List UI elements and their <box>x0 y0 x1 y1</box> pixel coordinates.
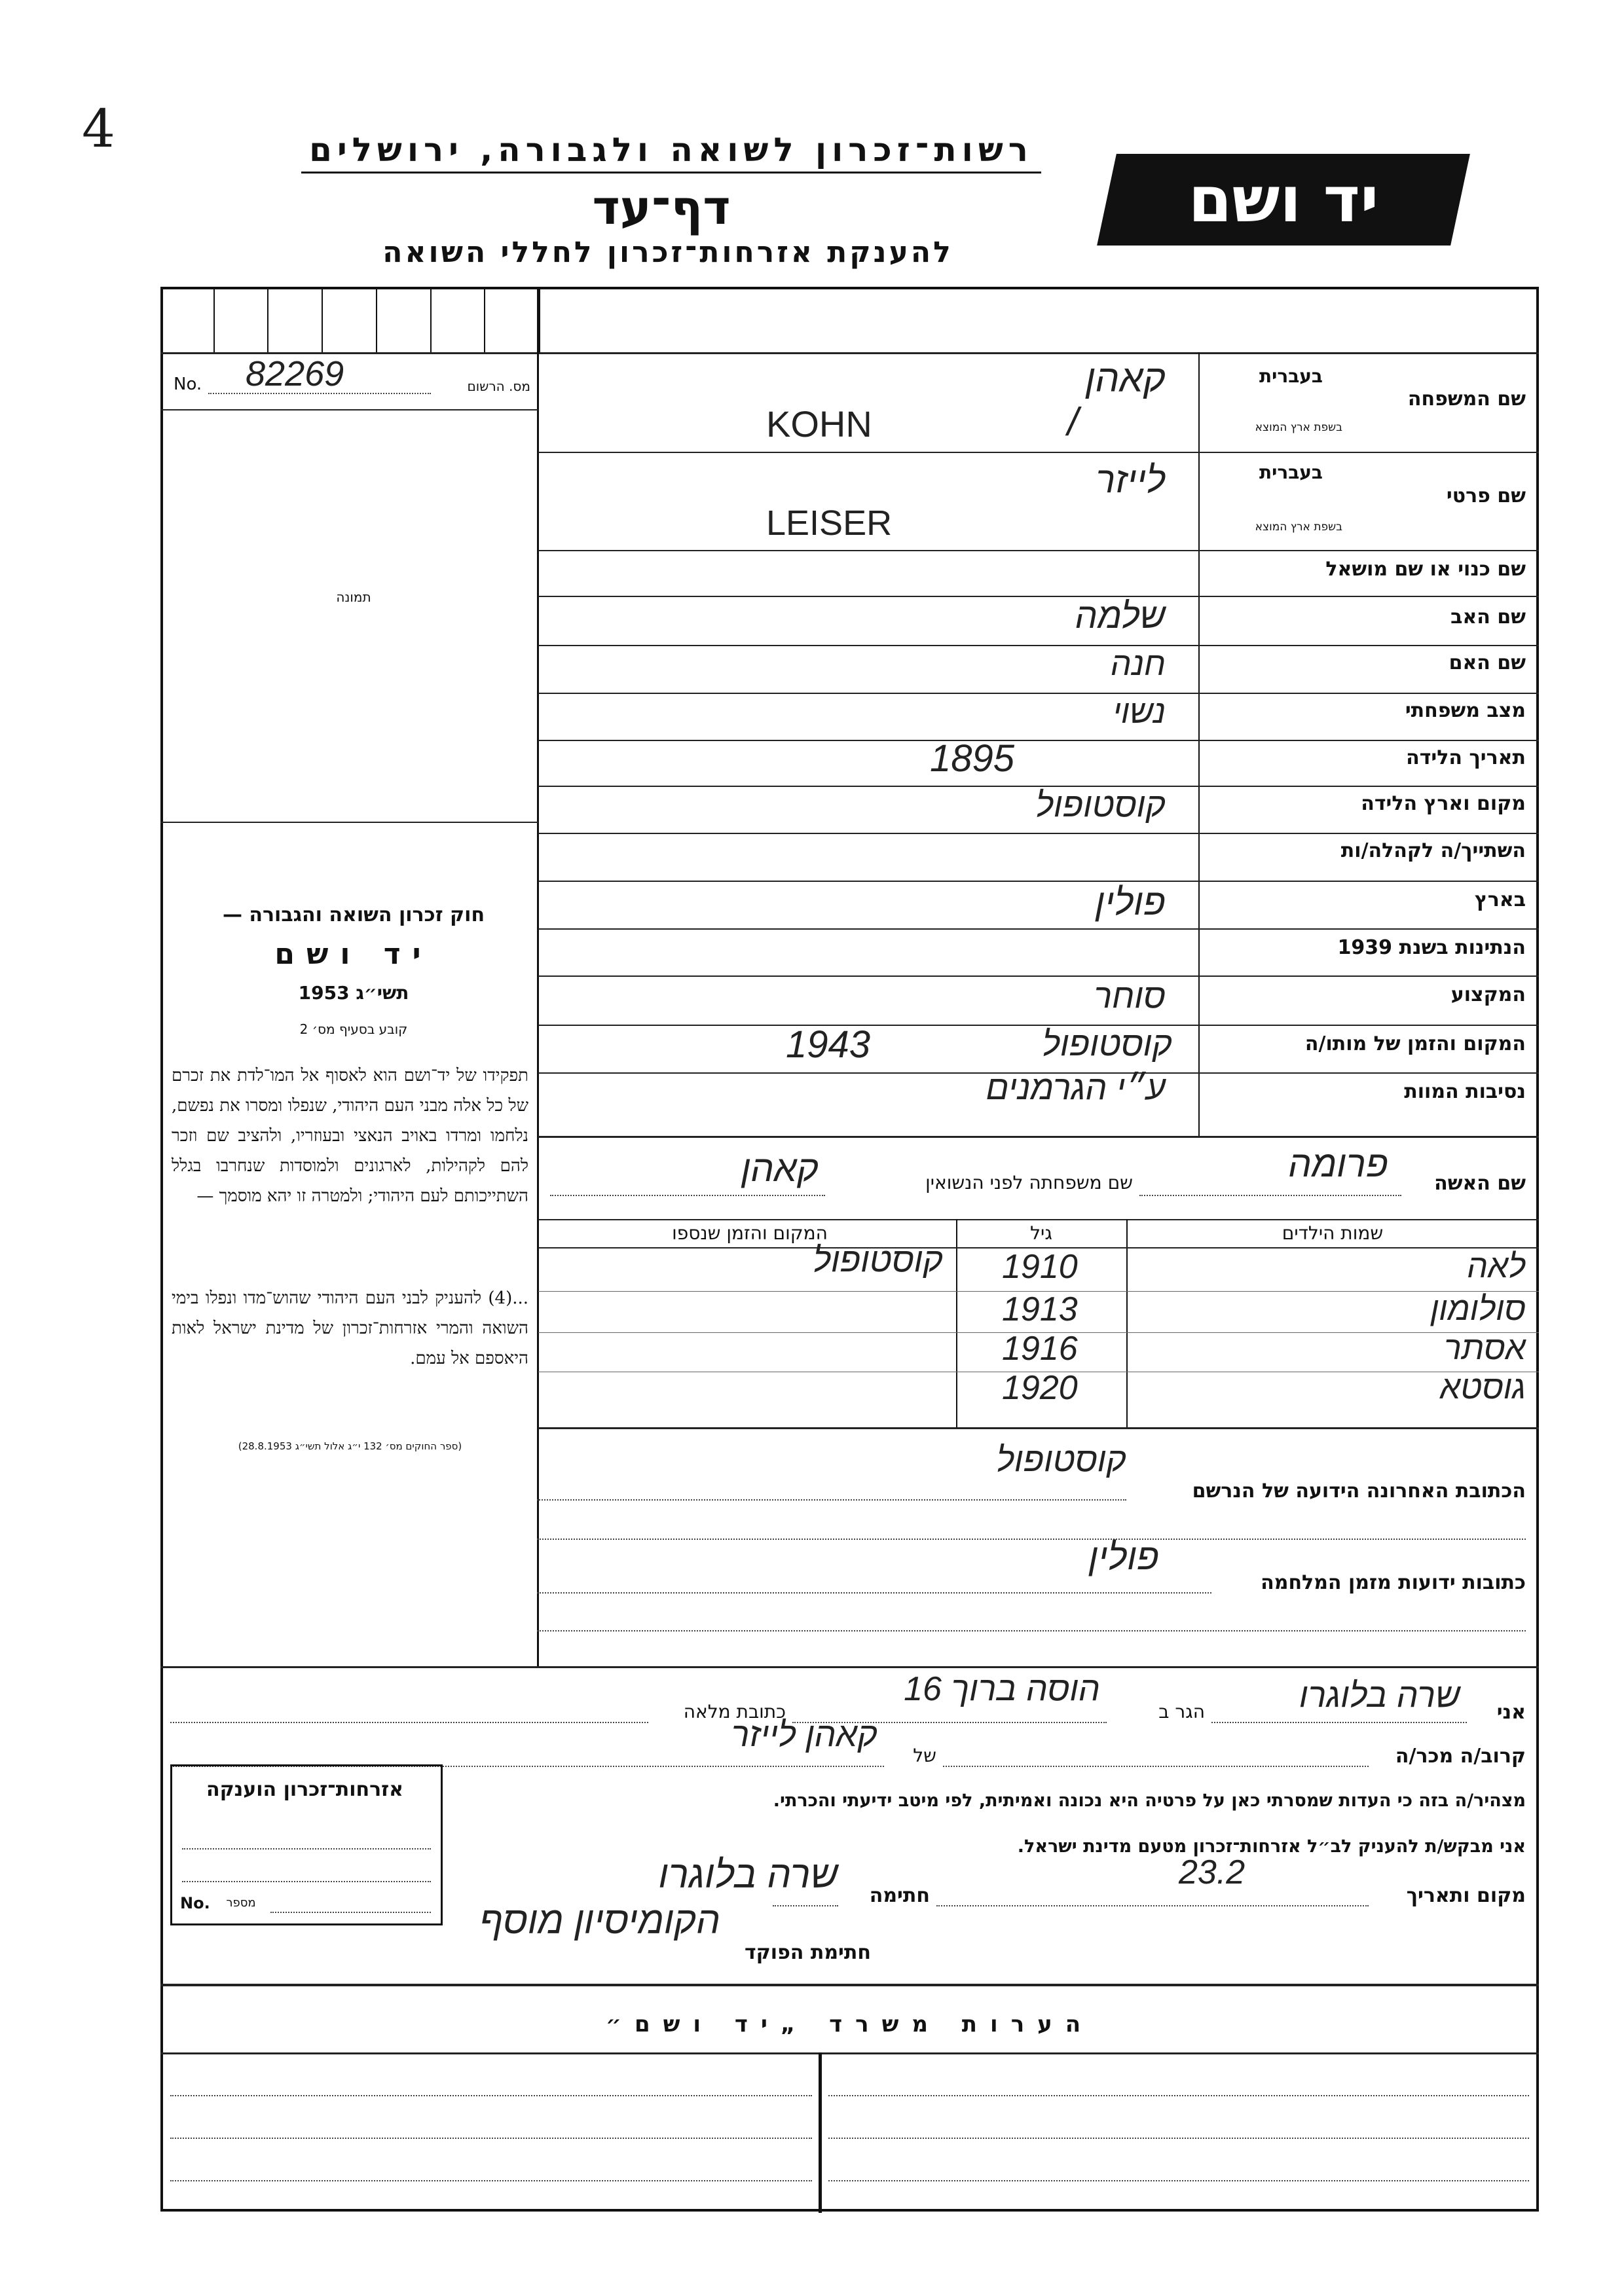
registration-number: 82269 <box>246 354 344 393</box>
child-4-name: גוסטא <box>1440 1369 1526 1406</box>
place-date-label: מקום ותאריך <box>1406 1884 1526 1907</box>
law-citation: (ספר החוקים מס׳ 132 י״ג אלול תשי״ג 28.8.1953) <box>238 1440 462 1452</box>
mother-value: חנה <box>1110 646 1166 682</box>
father-value: שלמה <box>1075 596 1166 636</box>
relative-label: קרוב/ה מכר/ה <box>1395 1745 1526 1768</box>
photo-label: תמונה <box>336 589 371 605</box>
form-subtitle: להענקת אזרחות־זכרון לחללי השואה <box>382 236 953 269</box>
wife-value: פרומה <box>1288 1143 1388 1184</box>
father-label: שם האב <box>1450 606 1526 629</box>
child-1-name: לאה <box>1467 1248 1526 1285</box>
community-label: השתייך/ה לקהלה/ות <box>1340 839 1526 862</box>
family-name-origin-label: בשפת ארץ המוצא <box>1255 421 1342 434</box>
child-4-age: 1920 <box>1002 1369 1078 1407</box>
maiden-name-label: שם משפחתה לפני הנשואין <box>925 1172 1133 1194</box>
nickname-label: שם כנוי או שם מושאל <box>1325 558 1526 581</box>
first-name-origin-value: LEISER <box>766 503 893 543</box>
registration-label-en: No. <box>174 374 202 394</box>
citizenship-no-label-he: מספר <box>226 1896 256 1910</box>
citizenship-box-title: אזרחות־זכרון הוענקה <box>206 1778 404 1801</box>
marital-value: נשוי <box>1113 693 1166 730</box>
birth-date-label: תאריך הלידה <box>1406 746 1526 769</box>
declarant-name: שרה בלוגרו <box>1299 1677 1460 1715</box>
family-name-origin-value: KOHN <box>766 403 872 445</box>
family-name-hebrew-label: בעברית <box>1259 365 1323 387</box>
citizenship-box <box>170 1764 443 1925</box>
first-name-origin-label: בשפת ארץ המוצא <box>1255 520 1342 534</box>
child-3-age: 1916 <box>1002 1330 1078 1368</box>
signature-label: חתימה <box>869 1884 930 1907</box>
place-date-value: 23.2 <box>1179 1853 1246 1891</box>
death-circumstances-value: ע״י הגרמנים <box>986 1069 1166 1107</box>
registration-label-he: מס. הרשום <box>467 378 530 394</box>
birth-place-label: מקום וארץ הלידה <box>1361 792 1526 815</box>
relative-of-value: קאהן לייזר <box>731 1716 877 1754</box>
child-2-age: 1913 <box>1002 1290 1078 1328</box>
marital-label: מצב משפחתי <box>1405 699 1526 722</box>
yad-vashem-logo <box>1097 154 1470 246</box>
children-place-value: קוסטופול <box>813 1241 943 1279</box>
family-name-label: שם המשפחה <box>1407 388 1526 410</box>
logo-text: יד ושם <box>1188 163 1379 236</box>
law-paragraph-2: ...(4) להעניק לבני העם היהודי שהוש־מדו ונפלו בימי השואה והמרי אזרחות־זכרון של מדינת ישראל לאות היאספם אל עמם. <box>172 1288 528 1368</box>
death-year-value: 1943 <box>786 1023 871 1066</box>
last-address-label: הכתובת האחרונה הידועה של הנרשם <box>1192 1480 1526 1503</box>
children-col-name: שמות הילדים <box>1282 1222 1384 1244</box>
citizenship-no-label: No. <box>180 1894 210 1912</box>
wife-label: שם האשה <box>1434 1172 1526 1195</box>
first-name-hebrew-label: בעברית <box>1259 462 1323 483</box>
law-name: יד ושם <box>274 938 433 971</box>
death-place-time-label: המקום והזמן של מותו/ה <box>1304 1032 1526 1055</box>
lives-label: הגר ב <box>1158 1701 1205 1722</box>
declarant-i-label: אני <box>1496 1701 1526 1724</box>
death-place-value: קוסטופול <box>1042 1025 1172 1063</box>
children-col-age: גיל <box>1030 1222 1052 1244</box>
first-name-hebrew-value: לייזר <box>1096 459 1166 500</box>
inspector-label: חתימת הפוקד <box>745 1941 871 1964</box>
declarant-address: הוסה ברוך 16 <box>904 1670 1100 1708</box>
inspector-signature: הקומיסיון מוסף <box>479 1899 720 1942</box>
maiden-name-value: קאהן <box>741 1148 819 1189</box>
child-1-age: 1910 <box>1002 1248 1078 1286</box>
code-boxes <box>160 287 540 352</box>
child-3-name: אסתר <box>1444 1330 1526 1366</box>
law-section: קובע בסעיף מס׳ 2 <box>299 1021 408 1037</box>
first-name-label: שם פרטי <box>1446 484 1526 507</box>
last-address-value: קוסטופול <box>996 1441 1126 1479</box>
war-addresses-label: כתובות ידועות מזמן המלחמה <box>1261 1571 1526 1594</box>
declaration-line-1: מצהיר/ה בזה כי העדות שמסרתי כאן על פרטיה היא נכונה ואמיתית, לפי מיטב ידיעתי והכרתי. <box>773 1791 1526 1811</box>
birth-place-value: קוסטופול <box>1035 786 1166 824</box>
nationality-label: הנתינות בשנת 1939 <box>1337 936 1526 959</box>
declarant-signature: שרה בלוגרו <box>658 1853 838 1896</box>
authority-title: רשות־זכרון לשואה ולגבורה, ירושלים <box>301 131 1041 173</box>
page-number: 4 <box>82 98 115 159</box>
of-label: של <box>913 1745 936 1766</box>
declaration-line-2: אני מבקש/ת להעניק לב״ל אזרחות־זכרון מטעם מדינת ישראל. <box>1017 1836 1526 1857</box>
profession-label: המקצוע <box>1450 983 1526 1006</box>
law-year: תשי״ג 1953 <box>298 982 409 1004</box>
law-paragraph-1: תפקידו של יד־ושם הוא לאסוף אל המו־לדת את זכרם של כל אלה מבני העם היהודי, שנפלו ומסרו את נפשם, נלחמו ומרדו באויב הנאצי ובעוזריו, ולהציב שם וזכר להם לקהילות, לארגונים ולמוסדות שנחרבו בגלל השתייכותם לעם היהודי; ולמטרה זו יהא מוסמך — <box>172 1066 528 1206</box>
full-address-label: כתובת מלאה <box>683 1701 786 1722</box>
mother-label: שם האם <box>1449 651 1526 674</box>
family-name-slash: / <box>1067 400 1079 444</box>
death-circumstances-label: נסיבות המוות <box>1404 1080 1526 1103</box>
war-addresses-value: פולין <box>1088 1536 1159 1577</box>
country-label: בארץ <box>1474 888 1526 911</box>
form-title: דף־עד <box>592 180 731 235</box>
birth-date-value: 1895 <box>930 737 1015 780</box>
children-col-place: המקום והזמן שנספו <box>672 1222 828 1244</box>
profession-value: סוחר <box>1094 977 1166 1015</box>
country-value: פולין <box>1095 881 1166 922</box>
child-2-name: סולומון <box>1430 1290 1526 1327</box>
law-title: חוק זכרון השואה והגבורה — <box>222 903 485 926</box>
family-name-hebrew-value: קאהן <box>1085 357 1166 400</box>
office-notes-title: הערות משרד „יד ושם״ <box>605 2011 1094 2037</box>
